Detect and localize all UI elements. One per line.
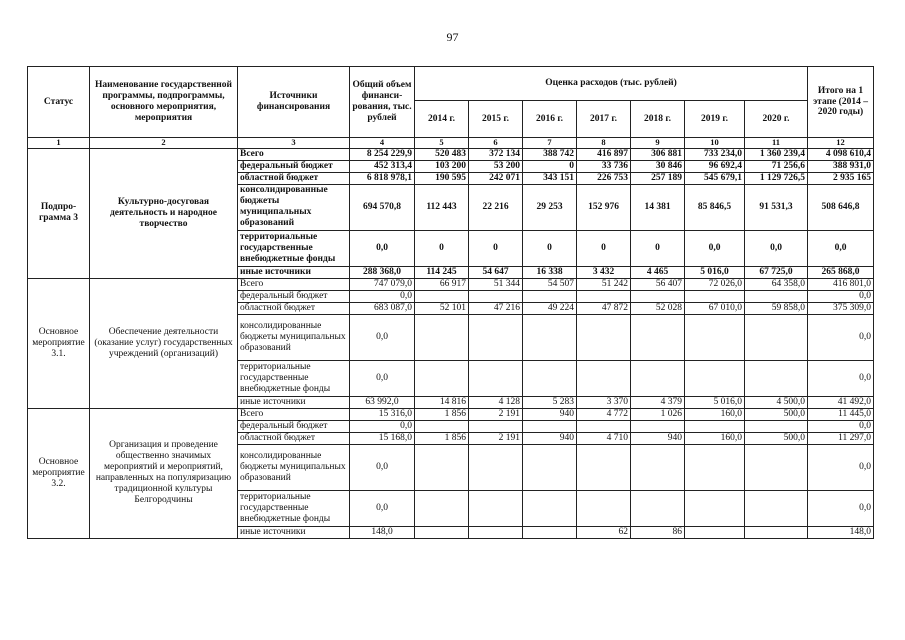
year-value-cell: 160,0	[685, 432, 745, 444]
year-value-cell: 62	[577, 526, 631, 538]
year-value-cell	[631, 420, 685, 432]
total-value-cell: 0,0	[350, 230, 415, 266]
header-year: 2015 г.	[469, 101, 523, 138]
year-value-cell: 91 531,3	[745, 184, 808, 230]
table-row	[28, 148, 874, 160]
column-number: 9	[631, 138, 685, 149]
year-value-cell: 4 465	[631, 266, 685, 278]
stage-total-cell: 0,0	[808, 444, 874, 490]
stage-total-cell: 4 098 610,4	[808, 148, 874, 160]
funding-source-cell: консолидированные бюджеты муниципальных образований	[238, 184, 350, 230]
year-value-cell: 3 432	[577, 266, 631, 278]
year-value-cell: 5 283	[523, 396, 577, 408]
year-value-cell: 416 897	[577, 148, 631, 160]
year-value-cell: 56 407	[631, 278, 685, 290]
year-value-cell	[523, 420, 577, 432]
year-value-cell: 0	[577, 230, 631, 266]
year-value-cell: 0,0	[745, 230, 808, 266]
stage-total-cell: 11 297,0	[808, 432, 874, 444]
year-value-cell	[745, 444, 808, 490]
column-number: 3	[238, 138, 350, 149]
year-value-cell	[685, 444, 745, 490]
year-value-cell: 29 253	[523, 184, 577, 230]
year-value-cell: 343 151	[523, 172, 577, 184]
column-number: 5	[415, 138, 469, 149]
year-value-cell	[631, 490, 685, 526]
program-name-cell: Обеспечение деятельности (оказание услуг) государственных учреждений (организаций)	[90, 278, 238, 408]
year-value-cell: 14 381	[631, 184, 685, 230]
year-value-cell	[631, 444, 685, 490]
column-number: 8	[577, 138, 631, 149]
year-value-cell: 54 507	[523, 278, 577, 290]
year-value-cell	[577, 420, 631, 432]
funding-source-cell: областной бюджет	[238, 172, 350, 184]
year-value-cell	[469, 314, 523, 360]
total-value-cell: 8 254 229,9	[350, 148, 415, 160]
year-value-cell: 103 200	[415, 160, 469, 172]
year-value-cell: 0,0	[685, 230, 745, 266]
funding-source-cell: иные источники	[238, 526, 350, 538]
year-value-cell: 4 379	[631, 396, 685, 408]
stage-total-cell: 508 646,8	[808, 184, 874, 230]
budget-table	[27, 66, 874, 539]
stage-total-cell: 2 935 165	[808, 172, 874, 184]
year-value-cell: 733 234,0	[685, 148, 745, 160]
year-value-cell: 52 101	[415, 302, 469, 314]
funding-source-cell: областной бюджет	[238, 432, 350, 444]
table-row	[28, 278, 874, 290]
stage-total-cell: 0,0	[808, 290, 874, 302]
stage-total-cell: 0,0	[808, 420, 874, 432]
total-value-cell: 0,0	[350, 444, 415, 490]
header-year: 2018 г.	[631, 101, 685, 138]
year-value-cell	[745, 290, 808, 302]
total-value-cell: 747 079,0	[350, 278, 415, 290]
status-cell: Основное мероприятие 3.2.	[28, 408, 90, 538]
total-value-cell: 683 087,0	[350, 302, 415, 314]
year-value-cell	[523, 314, 577, 360]
funding-source-cell: иные источники	[238, 396, 350, 408]
stage-total-cell: 11 445,0	[808, 408, 874, 420]
year-value-cell: 112 443	[415, 184, 469, 230]
year-value-cell	[415, 444, 469, 490]
header-year: 2020 г.	[745, 101, 808, 138]
year-value-cell	[577, 360, 631, 396]
year-value-cell	[685, 420, 745, 432]
year-value-cell: 3 370	[577, 396, 631, 408]
year-value-cell	[577, 290, 631, 302]
year-value-cell: 1 856	[415, 408, 469, 420]
year-value-cell: 1 129 726,5	[745, 172, 808, 184]
total-value-cell: 0,0	[350, 360, 415, 396]
year-value-cell: 52 028	[631, 302, 685, 314]
stage-total-cell: 0,0	[808, 360, 874, 396]
year-value-cell: 388 742	[523, 148, 577, 160]
year-value-cell: 0	[469, 230, 523, 266]
header-stage-total: Итого на 1 этапе (2014 – 2020 годы)	[808, 67, 874, 138]
total-value-cell: 15 316,0	[350, 408, 415, 420]
year-value-cell: 14 816	[415, 396, 469, 408]
year-value-cell: 545 679,1	[685, 172, 745, 184]
stage-total-cell: 375 309,0	[808, 302, 874, 314]
year-value-cell: 160,0	[685, 408, 745, 420]
column-numbers-row	[28, 138, 874, 149]
header-year: 2014 г.	[415, 101, 469, 138]
total-value-cell: 63 992,0	[350, 396, 415, 408]
funding-source-cell: консолидированные бюджеты муниципальных образований	[238, 314, 350, 360]
column-number: 7	[523, 138, 577, 149]
year-value-cell	[469, 360, 523, 396]
year-value-cell: 67 010,0	[685, 302, 745, 314]
year-value-cell: 2 191	[469, 408, 523, 420]
header-estimate: Оценка расходов (тыс. рублей)	[415, 67, 808, 101]
program-name-cell: Культурно-досуговая деятельность и народное творчество	[90, 148, 238, 278]
year-value-cell: 47 216	[469, 302, 523, 314]
year-value-cell: 0	[523, 230, 577, 266]
year-value-cell	[745, 526, 808, 538]
year-value-cell: 96 692,4	[685, 160, 745, 172]
column-number: 11	[745, 138, 808, 149]
year-value-cell: 372 134	[469, 148, 523, 160]
column-number: 4	[350, 138, 415, 149]
year-value-cell: 152 976	[577, 184, 631, 230]
year-value-cell: 4 500,0	[745, 396, 808, 408]
year-value-cell: 16 338	[523, 266, 577, 278]
year-value-cell	[685, 526, 745, 538]
status-cell: Подпро-грамма 3	[28, 148, 90, 278]
year-value-cell	[415, 314, 469, 360]
column-number: 2	[90, 138, 238, 149]
year-value-cell	[469, 526, 523, 538]
year-value-cell: 59 858,0	[745, 302, 808, 314]
year-value-cell	[469, 420, 523, 432]
year-value-cell	[415, 420, 469, 432]
column-number: 12	[808, 138, 874, 149]
year-value-cell: 1 026	[631, 408, 685, 420]
year-value-cell	[523, 444, 577, 490]
year-value-cell: 30 846	[631, 160, 685, 172]
column-number: 6	[469, 138, 523, 149]
year-value-cell: 257 189	[631, 172, 685, 184]
year-value-cell: 306 881	[631, 148, 685, 160]
year-value-cell: 5 016,0	[685, 266, 745, 278]
year-value-cell: 54 647	[469, 266, 523, 278]
year-value-cell	[631, 314, 685, 360]
status-cell: Основное мероприятие 3.1.	[28, 278, 90, 408]
funding-source-cell: областной бюджет	[238, 302, 350, 314]
year-value-cell: 940	[631, 432, 685, 444]
year-value-cell	[685, 360, 745, 396]
funding-source-cell: территориальные государственные внебюджетные фонды	[238, 230, 350, 266]
year-value-cell: 72 026,0	[685, 278, 745, 290]
total-value-cell: 6 818 978,1	[350, 172, 415, 184]
year-value-cell: 85 846,5	[685, 184, 745, 230]
total-value-cell: 0,0	[350, 290, 415, 302]
stage-total-cell: 416 801,0	[808, 278, 874, 290]
year-value-cell: 51 344	[469, 278, 523, 290]
page-number: 97	[446, 30, 459, 44]
funding-source-cell: консолидированные бюджеты муниципальных образований	[238, 444, 350, 490]
year-value-cell: 520 483	[415, 148, 469, 160]
year-value-cell	[469, 444, 523, 490]
year-value-cell: 22 216	[469, 184, 523, 230]
funding-source-cell: Всего	[238, 148, 350, 160]
column-number: 1	[28, 138, 90, 149]
year-value-cell	[523, 360, 577, 396]
year-value-cell: 940	[523, 408, 577, 420]
total-value-cell: 0,0	[350, 420, 415, 432]
year-value-cell	[523, 290, 577, 302]
year-value-cell: 226 753	[577, 172, 631, 184]
table-row	[28, 408, 874, 420]
stage-total-cell: 148,0	[808, 526, 874, 538]
year-value-cell	[745, 490, 808, 526]
funding-source-cell: Всего	[238, 408, 350, 420]
table-body	[28, 148, 874, 538]
year-value-cell	[415, 360, 469, 396]
year-value-cell: 0	[415, 230, 469, 266]
header-year: 2016 г.	[523, 101, 577, 138]
total-value-cell: 694 570,8	[350, 184, 415, 230]
total-value-cell: 288 368,0	[350, 266, 415, 278]
year-value-cell: 4 710	[577, 432, 631, 444]
stage-total-cell: 0,0	[808, 490, 874, 526]
year-value-cell: 64 358,0	[745, 278, 808, 290]
total-value-cell: 15 168,0	[350, 432, 415, 444]
year-value-cell	[685, 490, 745, 526]
year-value-cell: 66 917	[415, 278, 469, 290]
year-value-cell: 1 856	[415, 432, 469, 444]
stage-total-cell: 0,0	[808, 230, 874, 266]
stage-total-cell: 388 931,0	[808, 160, 874, 172]
column-number: 10	[685, 138, 745, 149]
header-status: Статус	[28, 67, 90, 138]
year-value-cell: 67 725,0	[745, 266, 808, 278]
stage-total-cell: 0,0	[808, 314, 874, 360]
year-value-cell	[745, 360, 808, 396]
year-value-cell	[415, 290, 469, 302]
stage-total-cell: 41 492,0	[808, 396, 874, 408]
year-value-cell	[469, 490, 523, 526]
total-value-cell: 0,0	[350, 314, 415, 360]
year-value-cell	[523, 526, 577, 538]
funding-source-cell: территориальные государственные внебюджетные фонды	[238, 360, 350, 396]
total-value-cell: 148,0	[350, 526, 415, 538]
funding-source-cell: федеральный бюджет	[238, 160, 350, 172]
header-year: 2017 г.	[577, 101, 631, 138]
year-value-cell: 5 016,0	[685, 396, 745, 408]
year-value-cell: 0	[523, 160, 577, 172]
year-value-cell	[469, 290, 523, 302]
header-name: Наименование государственной программы, подпрограммы, основного мероприятия, мероприятия	[90, 67, 238, 138]
year-value-cell	[415, 490, 469, 526]
year-value-cell: 190 595	[415, 172, 469, 184]
total-value-cell: 452 313,4	[350, 160, 415, 172]
year-value-cell: 4 128	[469, 396, 523, 408]
year-value-cell: 86	[631, 526, 685, 538]
funding-source-cell: федеральный бюджет	[238, 290, 350, 302]
program-name-cell: Организация и проведение общественно значимых мероприятий и мероприятий, направленных на популяризацию традиционной культуры Белгородчины	[90, 408, 238, 538]
header-sources: Источники финансирования	[238, 67, 350, 138]
year-value-cell: 71 256,6	[745, 160, 808, 172]
year-value-cell: 51 242	[577, 278, 631, 290]
stage-total-cell: 265 868,0	[808, 266, 874, 278]
year-value-cell	[631, 360, 685, 396]
year-value-cell: 33 736	[577, 160, 631, 172]
year-value-cell	[745, 314, 808, 360]
year-value-cell: 47 872	[577, 302, 631, 314]
year-value-cell	[577, 490, 631, 526]
year-value-cell	[577, 444, 631, 490]
funding-source-cell: Всего	[238, 278, 350, 290]
year-value-cell	[745, 420, 808, 432]
year-value-cell: 49 224	[523, 302, 577, 314]
year-value-cell	[415, 526, 469, 538]
year-value-cell	[523, 490, 577, 526]
year-value-cell: 242 071	[469, 172, 523, 184]
funding-source-cell: иные источники	[238, 266, 350, 278]
header-year: 2019 г.	[685, 101, 745, 138]
year-value-cell: 114 245	[415, 266, 469, 278]
funding-source-cell: территориальные государственные внебюджетные фонды	[238, 490, 350, 526]
header-total: Общий объем финанси-рования, тыс. рублей	[350, 67, 415, 138]
year-value-cell: 0	[631, 230, 685, 266]
year-value-cell: 2 191	[469, 432, 523, 444]
year-value-cell: 1 360 239,4	[745, 148, 808, 160]
year-value-cell: 940	[523, 432, 577, 444]
total-value-cell: 0,0	[350, 490, 415, 526]
year-value-cell	[577, 314, 631, 360]
year-value-cell	[685, 314, 745, 360]
year-value-cell: 53 200	[469, 160, 523, 172]
funding-source-cell: федеральный бюджет	[238, 420, 350, 432]
year-value-cell	[685, 290, 745, 302]
year-value-cell: 4 772	[577, 408, 631, 420]
year-value-cell: 500,0	[745, 408, 808, 420]
year-value-cell: 500,0	[745, 432, 808, 444]
year-value-cell	[631, 290, 685, 302]
